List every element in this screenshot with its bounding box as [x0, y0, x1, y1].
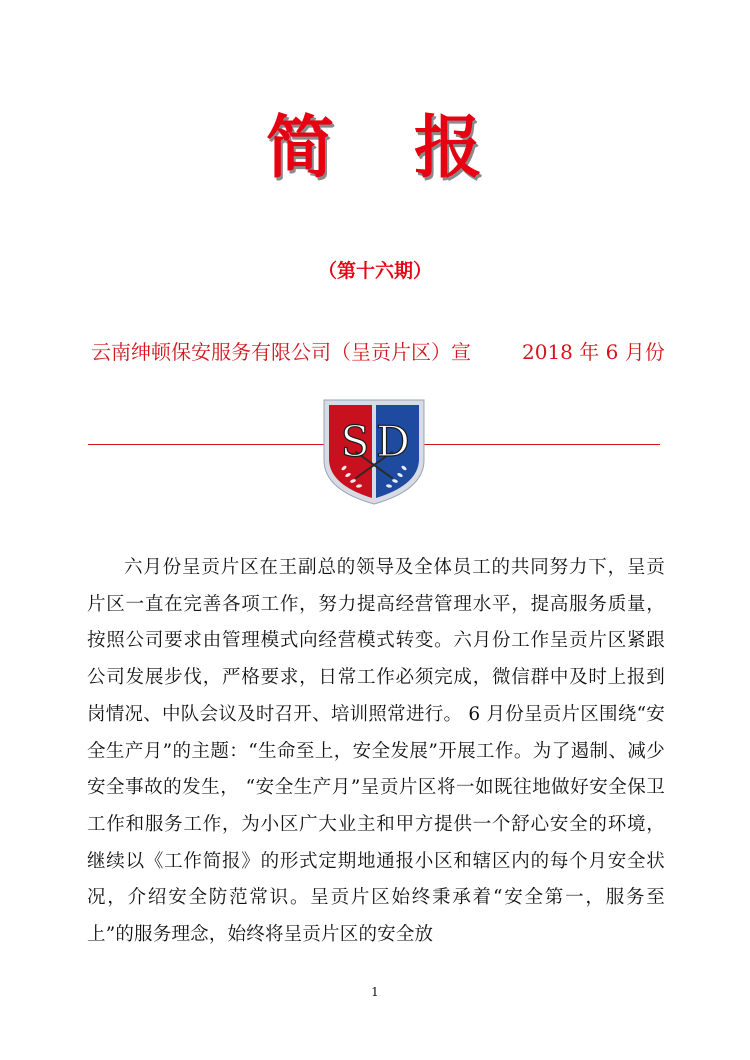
bulletin-body [87, 550, 665, 954]
body-paragraph: 六月份呈贡片区在王副总的领导及全体员工的共同努力下，呈贡片区一直在完善各项工作，努力提高经营管理水平，提高服务质量，按照公司要求由管理模式向经营模式转变。六月份工作呈贡片区紧跟公司发展步伐，严格要求，日常工作必须完成，微信群中及时上报到岗情况、中队会议及时召开、培训照常进行。 6 月份呈贡片区围绕“安全生产月”的主题：“生命至上，安全发展”开展工作。为了遏制、减少安全事故的发生， “安全生产月”呈贡片区将一如既往地做好安全保卫工作和服务工作，为小区广大业主和甲方提供一个舒心安全的环境，继续以《工作简报》的形式定期地通报小区和辖区内的每个月安全状况，介绍安全防范常识。呈贡片区始终秉承着“安全第一，服务至上”的服务理念，始终将呈贡片区的安全放 [87, 557, 665, 946]
title-char-bao: 报 [414, 109, 485, 188]
svg-text:D: D [376, 417, 410, 466]
issue-number: （第十六期） [317, 260, 432, 282]
svg-text:S: S [340, 417, 370, 466]
publisher-name: 云南绅顿保安服务有限公司（呈贡片区）宣 [91, 340, 471, 364]
header-rule-left [88, 444, 328, 445]
publisher-line [91, 337, 691, 367]
title-char-jian: 简 [265, 109, 336, 188]
header-rule-right [424, 444, 660, 445]
publish-date: 2018 年 6 月份 [522, 340, 665, 364]
bulletin-title [0, 104, 750, 194]
page-number: 1 [371, 985, 379, 999]
sd-shield-logo-icon [322, 398, 426, 506]
